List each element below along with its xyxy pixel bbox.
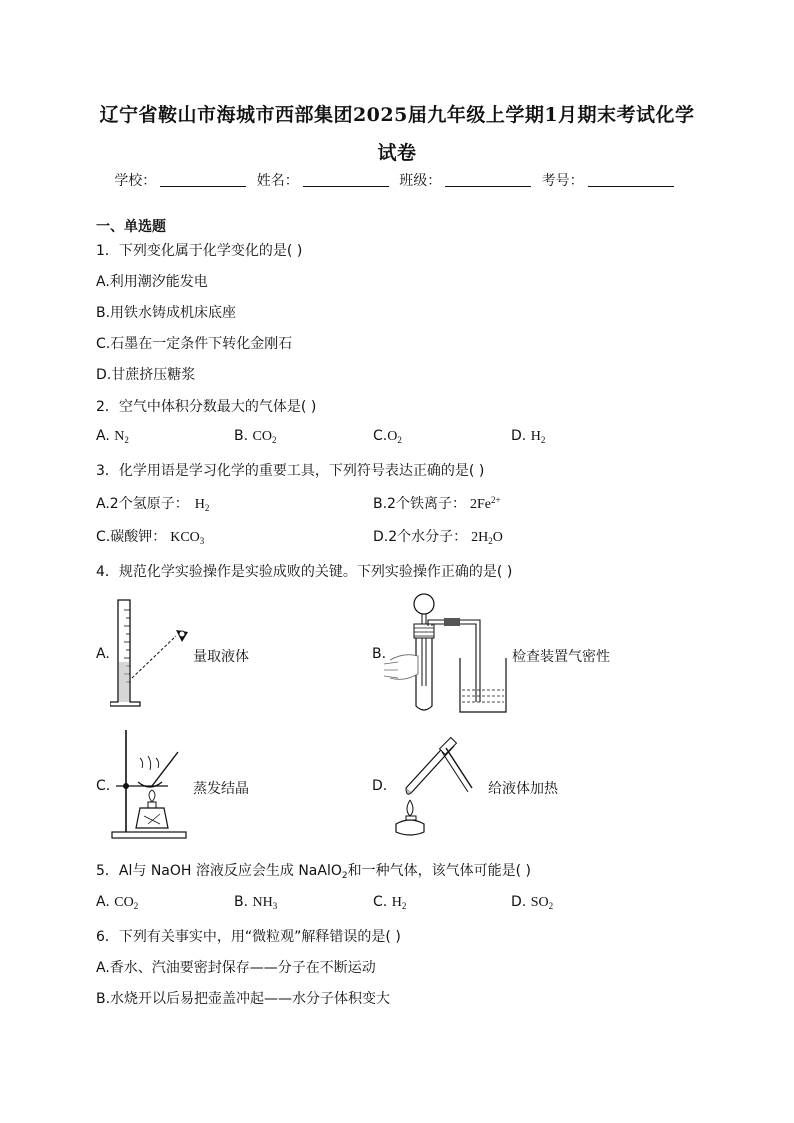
q3-stem: 3．化学用语是学习化学的重要工具，下列符号表达正确的是( ): [96, 463, 485, 479]
class-label: 班级：: [399, 173, 442, 189]
airtightness-check-figure: [384, 590, 508, 718]
q3-option-a: A.2个氢原子： $H_2$: [96, 496, 210, 513]
q1-option-b: B.用铁水铸成机床底座: [96, 305, 237, 321]
q3-option-d: D.2个水分子： $2H_2O$: [373, 529, 503, 546]
q2-option-b: B. $CO_2$: [234, 428, 277, 445]
section-heading: 一、单选题: [96, 219, 166, 235]
q1-option-a: A.利用潮汐能发电: [96, 274, 208, 290]
exam-title-line2: 试卷: [377, 142, 417, 164]
q4-option-b-label: 检查装置气密性: [512, 649, 610, 665]
class-blank: [445, 172, 531, 187]
q1-option-d: D.甘蔗挤压糖浆: [96, 367, 196, 383]
q5-option-c: C. $H_2$: [373, 894, 407, 911]
graduated-cylinder-figure: [110, 596, 200, 708]
q5-option-a: A. $CO_2$: [96, 894, 139, 911]
q2-option-a: A. $N_2$: [96, 428, 129, 445]
q4-option-a-letter: A.: [96, 646, 110, 662]
student-info-row: [0, 170, 794, 190]
q4-stem: 4．规范化学实验操作是实验成败的关键。下列实验操作正确的是( ): [96, 564, 513, 580]
q6-stem: 6．下列有关事实中，用“微粒观”解释错误的是( ): [96, 929, 401, 945]
q2-option-d: D. $H_2$: [511, 428, 546, 445]
q4-option-a-label: 量取液体: [193, 649, 249, 665]
q5-option-d: D. $SO_2$: [511, 894, 554, 911]
q2-option-c: $C.O_2$: [373, 428, 402, 445]
heating-liquid-figure: [388, 730, 478, 840]
number-blank: [588, 172, 674, 187]
evaporation-figure: [110, 728, 190, 840]
name-blank: [303, 172, 389, 187]
q5-stem: 5．Al与 NaOH 溶液反应会生成 NaAlO$_2$和一种气体，该气体可能是( ): [96, 863, 531, 881]
q4-option-c-label: 蒸发结晶: [193, 781, 249, 797]
q6-option-b: B.水烧开以后易把壶盖冲起——水分子体积变大: [96, 991, 391, 1007]
q2-stem: 2．空气中体积分数最大的气体是( ): [96, 399, 317, 415]
q3-option-c: C.碳酸钾： $KCO_3$: [96, 529, 205, 546]
school-label: 学校：: [114, 173, 157, 189]
q3-option-b: B.2个铁离子： $2Fe^{2+}$: [373, 495, 501, 512]
name-label: 姓名：: [256, 173, 299, 189]
q1-option-c: C.石墨在一定条件下转化金刚石: [96, 336, 293, 352]
q5-option-b: B. $NH_3$: [234, 894, 278, 911]
q1-stem: 1．下列变化属于化学变化的是( ): [96, 243, 303, 259]
q4-option-d-label: 给液体加热: [488, 781, 558, 797]
q4-option-d-letter: D.: [372, 778, 388, 794]
exam-title-line1: 辽宁省鞍山市海城市西部集团2025届九年级上学期1月期末考试化学: [99, 104, 695, 126]
q6-option-a: A.香水、汽油要密封保存——分子在不断运动: [96, 960, 376, 976]
q4-option-b-letter: B.: [372, 646, 387, 662]
school-blank: [160, 172, 246, 187]
number-label: 考号：: [541, 173, 584, 189]
q4-option-c-letter: C.: [96, 778, 111, 794]
